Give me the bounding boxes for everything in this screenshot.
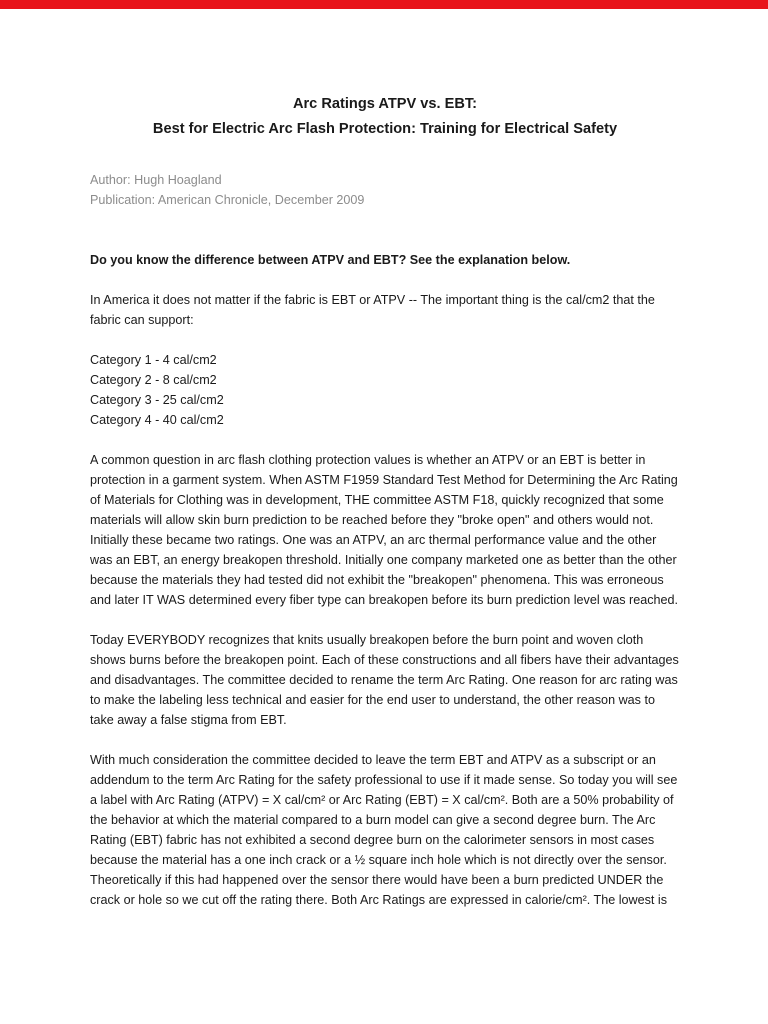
author-line: Author: Hugh Hoagland xyxy=(90,173,222,187)
lead-question: Do you know the difference between ATPV and EBT? See the explanation below. xyxy=(90,253,571,267)
category-list xyxy=(90,350,680,430)
body-paragraph-1: A common question in arc flash clothing protection values is whether an ATPV or an EBT is better in protection in a garment system. When ASTM F1959 Standard Test Method for Determining the Arc Rating of Materials for Clothing was in development, THE committee ASTM F18, quickly recognized that some materials will allow skin burn prediction to be reached before they "broke open" and others would not. Initially these became two ratings. One was an ATPV, an arc thermal performance value and the other was an EBT, an energy breakopen threshold. Initially one company marketed one as better than the other because the materials they had tested did not exhibit the "breakopen" phenomena. This was erroneous and later IT WAS determined every fiber type can breakopen before its burn prediction level was reached. xyxy=(90,453,679,607)
body-paragraph-2: Today EVERYBODY recognizes that knits usually breakopen before the burn point and woven cloth shows burns before the breakopen point. Each of these constructions and all fibers have their advantages and disadvantages. The committee decided to rename the term Arc Rating. One reason for arc rating was to make the labeling less technical and easier for the end user to understand, the other reason was to take away a false stigma from EBT. xyxy=(90,633,679,727)
category-item: Category 3 - 25 cal/cm2 xyxy=(90,393,224,407)
category-item: Category 2 - 8 cal/cm2 xyxy=(90,373,217,387)
category-item: Category 1 - 4 cal/cm2 xyxy=(90,353,217,367)
document-meta xyxy=(90,170,680,210)
category-item: Category 4 - 40 cal/cm2 xyxy=(90,413,224,427)
publication-line: Publication: American Chronicle, December 2009 xyxy=(90,193,365,207)
document-page xyxy=(90,92,680,910)
body-paragraph-3: With much consideration the committee decided to leave the term EBT and ATPV as a subscript or an addendum to the term Arc Rating for the safety professional to use if it made sense. So today you will see a label with Arc Rating (ATPV) = X cal/cm² or Arc Rating (EBT) = X cal/cm². Both are a 50% probability of the behavior at which the material compared to a burn model can give a second degree burn. The Arc Rating (EBT) fabric has not exhibited a second degree burn on the calorimeter sensors in most cases because the material has a one inch crack or a ½ square inch hole which is not directly over the sensor. Theoretically if this had happened over the sensor there would have been a burn predicted UNDER the crack or hole so we cut off the rating there. Both Arc Ratings are expressed in calorie/cm². The lowest is xyxy=(90,753,678,907)
document-title-line-2: Best for Electric Arc Flash Protection: Training for Electrical Safety xyxy=(152,121,618,137)
top-accent-bar xyxy=(0,0,768,9)
intro-paragraph: In America it does not matter if the fabric is EBT or ATPV -- The important thing is the cal/cm2 that the fabric can support: xyxy=(90,293,655,327)
document-title-line-1: Arc Ratings ATPV vs. EBT: xyxy=(292,96,478,112)
